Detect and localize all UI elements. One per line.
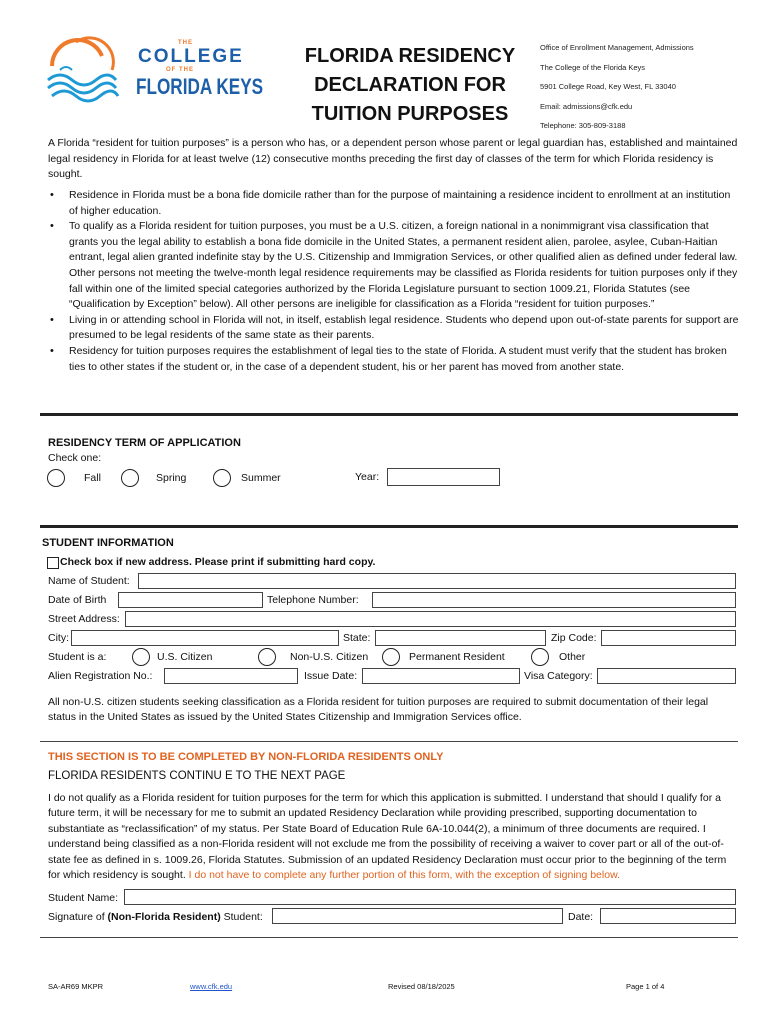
student-is-label: Student is a: <box>48 651 107 663</box>
issue-date-input[interactable] <box>362 668 520 684</box>
city-label: City: <box>48 632 69 644</box>
term-summer-label: Summer <box>241 472 281 484</box>
office-name: Office of Enrollment Management, Admissions <box>540 43 694 52</box>
college-logo <box>46 36 264 108</box>
office-address: 5901 College Road, Key West, FL 33040 <box>540 82 676 91</box>
new-address-label: Check box if new address. Please print if submitting hard copy. <box>60 556 376 568</box>
nonresident-heading: THIS SECTION IS TO BE COMPLETED BY NON-FLORIDA RESIDENTS ONLY <box>48 751 444 763</box>
check-one-label: Check one: <box>48 452 102 464</box>
nonresident-paragraph <box>48 791 738 883</box>
office-phone: Telephone: 305-809-3188 <box>540 121 626 130</box>
student-name-label: Name of Student: <box>48 575 130 587</box>
office-email: Email: admissions@cfk.edu <box>540 101 633 111</box>
term-summer-radio[interactable] <box>213 469 231 487</box>
office-contact <box>540 38 765 136</box>
signature-bold: (Non-Florida Resident) <box>107 911 221 923</box>
date-input[interactable] <box>600 908 736 924</box>
permanent-resident-label: Permanent Resident <box>409 651 505 663</box>
non-us-citizen-radio[interactable] <box>258 648 276 666</box>
signature-prefix: Signature of <box>48 911 108 923</box>
section-divider <box>40 937 738 938</box>
state-label: State: <box>343 632 371 644</box>
college-name: The College of the Florida Keys <box>540 62 646 72</box>
telephone-label: Telephone Number: <box>267 594 359 606</box>
section-divider <box>40 741 738 742</box>
alien-registration-input[interactable] <box>164 668 298 684</box>
term-fall-radio[interactable] <box>47 469 65 487</box>
signature-label <box>48 911 263 923</box>
list-item: • To qualify as a Florida resident for tuition purposes, you must be a U.S. citizen, a foreign national in a nonimmigrant visa classification that grants you the legal ability to establish a bona fide domicile in the United States, a permanent resident alien, parolee, asylee, Cuban-Haitian entrant, legal alien granted indefinite stay by the U.S. Citizenship and Immigration Services, or other qualified alien as defined under federal law. Other persons not meeting the twelve-month legal residence requirements may be classified as Florida residents for tuition purposes only if they fall within one of the limited special categories authorized by the Florida Legislature pursuant to section 1009.21, Florida Statutes (see “Qualification by Exception” below). All other persons are ineligible for classification as a Florida “resident for tuition purposes.” <box>48 219 740 313</box>
student-info-heading: STUDENT INFORMATION <box>42 537 174 549</box>
street-address-label: Street Address: <box>48 613 120 625</box>
street-address-input[interactable] <box>125 611 736 627</box>
section-divider <box>40 525 738 528</box>
visa-category-label: Visa Category: <box>524 670 593 682</box>
state-input[interactable] <box>375 630 546 646</box>
student-name-input[interactable] <box>138 573 736 589</box>
title-line: DECLARATION FOR <box>314 74 506 96</box>
signature-suffix: Student: <box>220 911 263 923</box>
city-input[interactable] <box>71 630 339 646</box>
form-title <box>300 42 520 129</box>
list-item: • Living in or attending school in Florida will not, in itself, establish legal residence. Students who depend upon out-of-state parents for support are presumed to be legal residents of the same state as their parents. <box>48 313 740 344</box>
dob-label: Date of Birth <box>48 594 107 606</box>
website-link[interactable]: www.cfk.edu <box>190 982 233 991</box>
nonresident-subheading: FLORIDA RESIDENTS CONTINU E TO THE NEXT PAGE <box>48 770 346 782</box>
section-divider <box>40 413 738 416</box>
signature-input[interactable] <box>272 908 563 924</box>
nonresident-orange-note: I do not have to complete any further portion of this form, with the exception of signing below. <box>188 869 620 882</box>
residency-term-heading: RESIDENCY TERM OF APPLICATION <box>48 437 241 449</box>
non-us-citizen-label: Non-U.S. Citizen <box>290 651 369 663</box>
visa-category-input[interactable] <box>597 668 736 684</box>
title-line: TUITION PURPOSES <box>311 103 509 125</box>
issue-date-label: Issue Date: <box>304 670 358 682</box>
page-number: Page 1 of 4 <box>626 982 665 991</box>
list-item: • Residency for tuition purposes requires the establishment of legal ties to the state of Florida. A student must verify that the student has broken ties to other states if the student or, in the case of a dependent student, his or her parent has moved from another state. <box>48 344 740 375</box>
term-spring-label: Spring <box>156 472 187 484</box>
revised-date: Revised 08/18/2025 <box>388 982 455 991</box>
list-item: • Residence in Florida must be a bona fide domicile rather than for the purpose of maintaining a residence incident to enrollment at an institution of higher education. <box>48 188 740 219</box>
year-input[interactable] <box>387 468 500 486</box>
zip-label: Zip Code: <box>551 632 597 644</box>
telephone-input[interactable] <box>372 592 736 608</box>
date-label: Date: <box>568 911 594 923</box>
alien-registration-label: Alien Registration No.: <box>48 670 153 682</box>
other-status-label: Other <box>559 651 586 663</box>
logo-of-the: OF THE <box>166 67 194 73</box>
us-citizen-label: U.S. Citizen <box>157 651 213 663</box>
non-citizen-note: All non-U.S. citizen students seeking classification as a Florida resident for tuition purposes are required to submit documentation of their legal status in the United States as issued by the United States Citizenship and Immigration Services office. <box>48 696 709 724</box>
term-spring-radio[interactable] <box>121 469 139 487</box>
logo-florida-keys: FLORIDA KEYS <box>136 74 264 99</box>
title-line: FLORIDA RESIDENCY <box>304 45 516 67</box>
intro-paragraph: A Florida “resident for tuition purposes” is a person who has, or a dependent person whose parent or legal guardian has, established and maintained legal residency in Florida for at least twelve (12) consecutive months preceding the first day of classes of the term for which Florida residency is sought. <box>48 137 738 181</box>
term-fall-label: Fall <box>84 472 101 484</box>
dob-input[interactable] <box>118 592 263 608</box>
form-id: SA-AR69 MKPR <box>48 982 104 991</box>
other-status-radio[interactable] <box>531 648 549 666</box>
zip-input[interactable] <box>601 630 736 646</box>
nonresident-student-name-input[interactable] <box>124 889 736 905</box>
student-name-sig-label: Student Name: <box>48 892 119 904</box>
new-address-checkbox[interactable] <box>47 557 59 569</box>
residency-rules-list <box>48 188 740 375</box>
permanent-resident-radio[interactable] <box>382 648 400 666</box>
logo-college: COLLEGE <box>138 46 244 67</box>
nonresident-statement: I do not qualify as a Florida resident for tuition purposes for the term for which this application is submitted. I understand that should I qualify for a future term, it will be necessary for me to submit an updated Residency Declaration while providing prescribed, supporting documentation to substantiate as “reclassification” of my status. Per State Board of Education Rule 6A-10.044(2), a minimum of three documents are required. I understand being classified as a non-Florida resident will not exclude me from the possibility of receiving a waiver to cover part or all of the out-of-state fee as defined in s. 1009.26, Florida Statutes. Submission of an updated Residency Declaration must occur prior to the beginning of the term for which residency is sought. <box>48 792 727 882</box>
logo-the: THE <box>178 40 193 46</box>
us-citizen-radio[interactable] <box>132 648 150 666</box>
year-label: Year: <box>355 471 380 483</box>
